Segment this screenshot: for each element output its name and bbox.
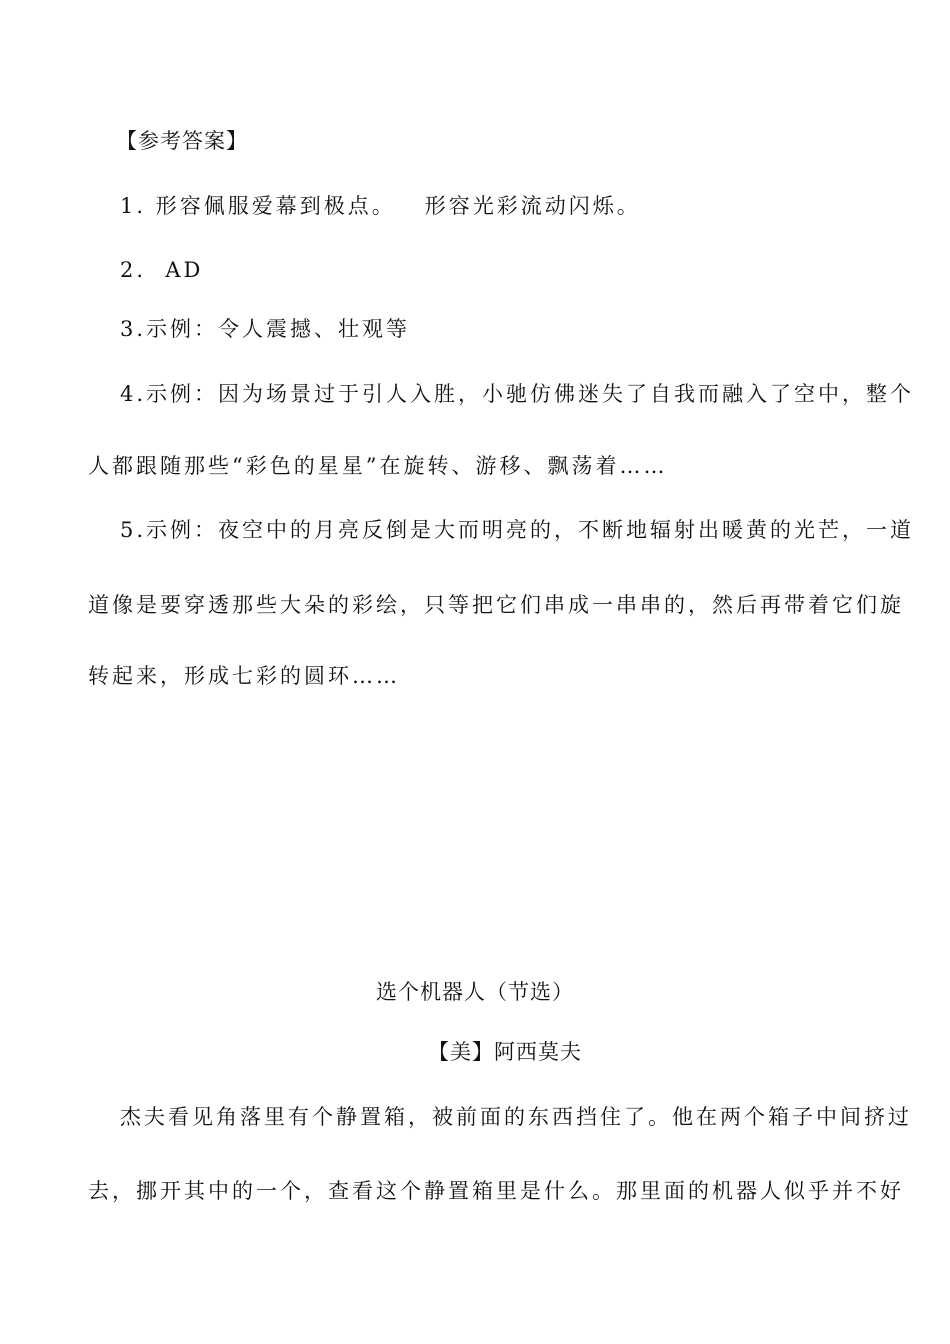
answer-4-line-2: 人都跟随那些“彩色的星星”在旋转、游移、飘荡着…… xyxy=(88,454,668,478)
answer-4-line-1: 4.示例：因为场景过于引人入胜，小驰仿佛迷失了自我而融入了空中，整个 xyxy=(120,382,915,406)
answer-2: 2. AD xyxy=(120,258,204,282)
article-author: 【美】阿西莫夫 xyxy=(428,1040,582,1064)
article-title: 选个机器人（节选） xyxy=(376,980,574,1004)
article-paragraph-line-1: 杰夫看见角落里有个静置箱，被前面的东西挡住了。他在两个箱子中间挤过 xyxy=(120,1105,912,1129)
answer-heading: 【参考答案】 xyxy=(116,129,248,153)
article-paragraph-line-2: 去，挪开其中的一个，查看这个静置箱里是什么。那里面的机器人似乎并不好 xyxy=(88,1179,904,1203)
answer-1: 1. 形容佩服爱幕到极点。 形容光彩流动闪烁。 xyxy=(120,194,641,218)
answer-5-line-3: 转起来，形成七彩的圆环…… xyxy=(88,664,400,688)
answer-3: 3.示例：令人震撼、壮观等 xyxy=(120,317,411,341)
answer-5-line-1: 5.示例：夜空中的月亮反倒是大而明亮的，不断地辐射出暖黄的光芒，一道 xyxy=(120,518,915,542)
answer-5-line-2: 道像是要穿透那些大朵的彩绘，只等把它们串成一串串的，然后再带着它们旋 xyxy=(88,593,904,617)
